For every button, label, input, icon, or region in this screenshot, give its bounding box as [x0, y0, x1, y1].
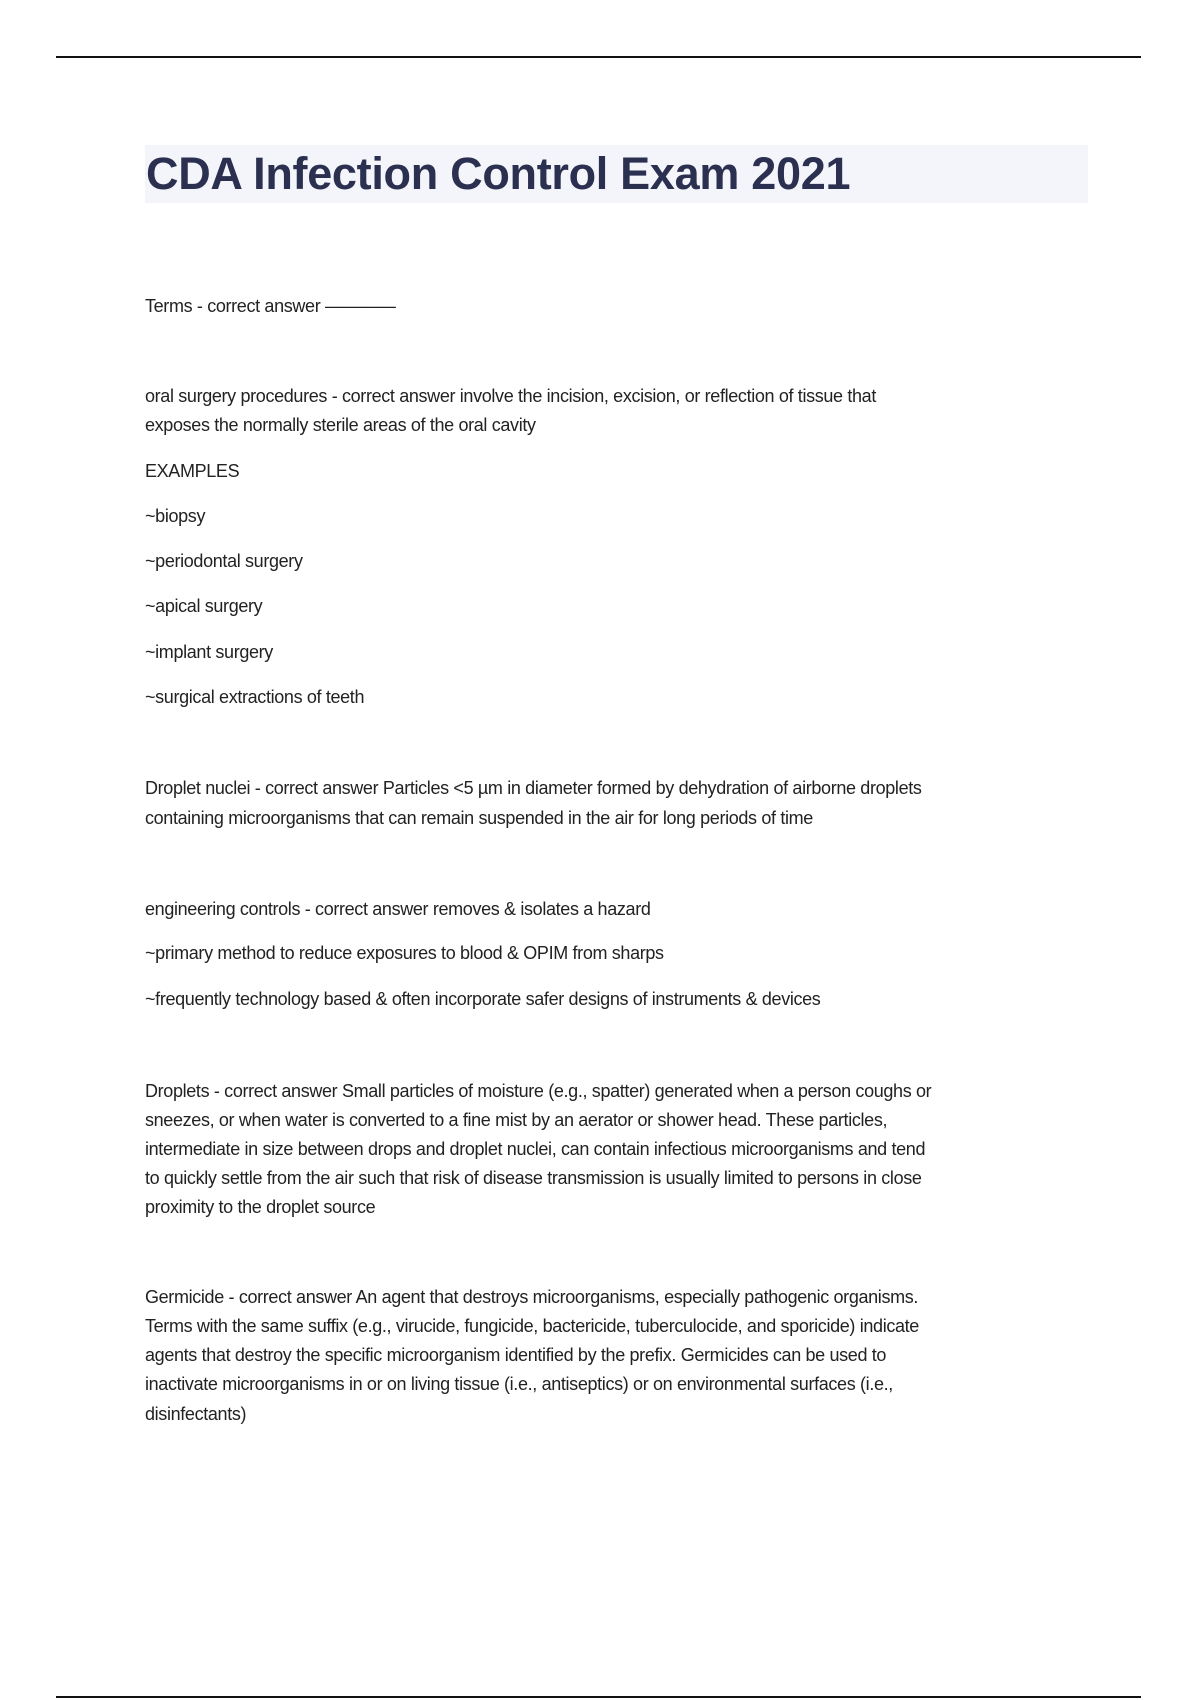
page-title: CDA Infection Control Exam 2021 — [146, 148, 851, 199]
term-heading: Terms - correct answer ———— — [145, 296, 396, 316]
droplets-line-5: proximity to the droplet source — [145, 1197, 376, 1217]
examples-label: EXAMPLES — [145, 461, 240, 481]
germicide-line-5: disinfectants) — [145, 1404, 247, 1424]
example-item: ~implant surgery — [145, 642, 273, 662]
bottom-rule — [56, 1696, 1141, 1698]
top-rule — [56, 56, 1141, 58]
droplets-line-1: Droplets - correct answer Small particles of moisture (e.g., spatter) generated when a person coughs or — [145, 1081, 932, 1101]
example-item: ~surgical extractions of teeth — [145, 687, 365, 707]
droplets-line-3: intermediate in size between drops and droplet nuclei, can contain infectious microorganisms and tend — [145, 1139, 926, 1159]
engineering-controls-line-2: ~primary method to reduce exposures to blood & OPIM from sharps — [145, 943, 664, 963]
germicide-line-4: inactivate microorganisms in or on living tissue (i.e., antiseptics) or on environmental surfaces (i.e., — [145, 1374, 893, 1394]
droplets-line-4: to quickly settle from the air such that risk of disease transmission is usually limited to persons in close — [145, 1168, 922, 1188]
droplet-nuclei-line-2: containing microorganisms that can remain suspended in the air for long periods of time — [145, 808, 813, 828]
germicide-line-3: agents that destroy the specific microorganism identified by the prefix. Germicides can be used to — [145, 1345, 887, 1365]
engineering-controls-line-1: engineering controls - correct answer removes & isolates a hazard — [145, 899, 651, 919]
germicide-line-1: Germicide - correct answer An agent that destroys microorganisms, especially pathogenic organisms. — [145, 1287, 919, 1307]
oral-surgery-line-2: exposes the normally sterile areas of the oral cavity — [145, 415, 536, 435]
example-item: ~periodontal surgery — [145, 551, 303, 571]
droplets-line-2: sneezes, or when water is converted to a fine mist by an aerator or shower head. These particles, — [145, 1110, 888, 1130]
oral-surgery-line-1: oral surgery procedures - correct answer involve the incision, excision, or reflection of tissue that — [145, 386, 876, 406]
example-item: ~biopsy — [145, 506, 206, 526]
engineering-controls-line-3: ~frequently technology based & often incorporate safer designs of instruments & devices — [145, 989, 821, 1009]
germicide-line-2: Terms with the same suffix (e.g., virucide, fungicide, bactericide, tuberculocide, and sporicide) indicate — [145, 1316, 919, 1336]
droplet-nuclei-line-1: Droplet nuclei - correct answer Particles <5 µm in diameter formed by dehydration of airborne droplets — [145, 778, 922, 798]
example-item: ~apical surgery — [145, 596, 263, 616]
